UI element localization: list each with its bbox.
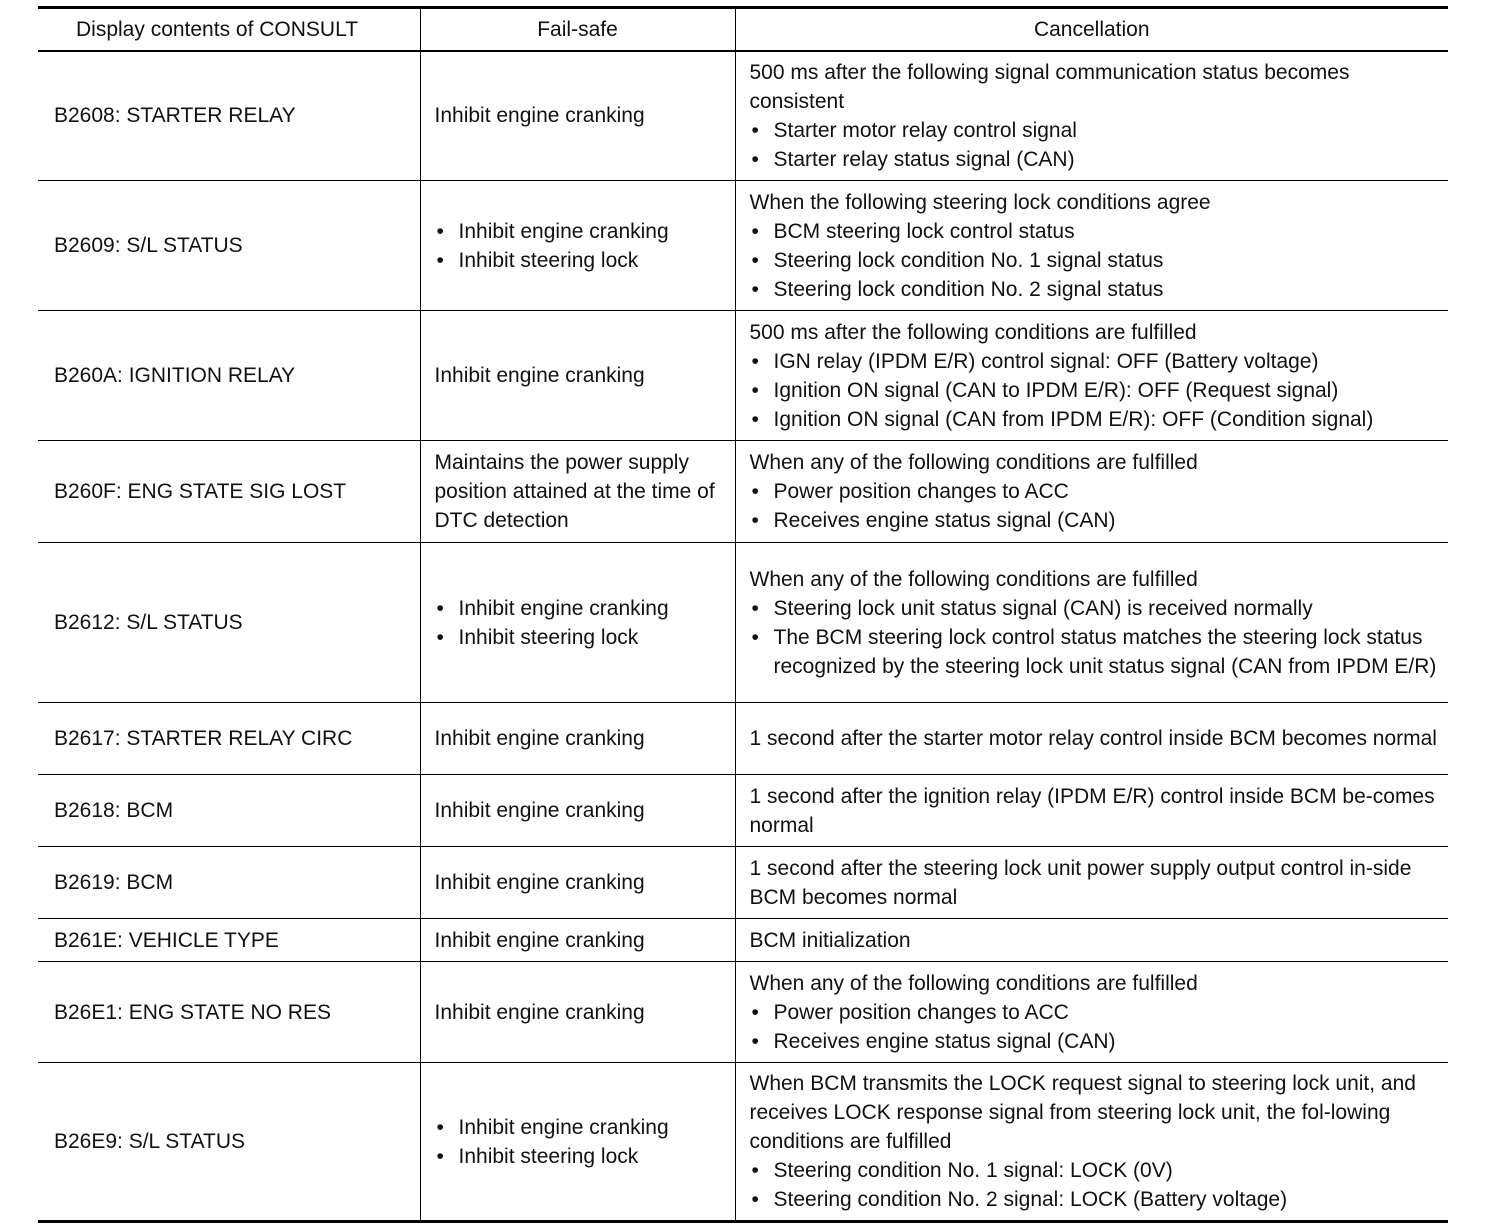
table-row (38, 919, 1448, 962)
cancellation-cell (735, 1063, 1448, 1222)
failsafe-table (38, 6, 1448, 1223)
table-row (38, 543, 1448, 703)
failsafe-list-item: • Inhibit engine cranking (435, 217, 727, 246)
table-row (38, 847, 1448, 919)
failsafe-list-item: • Inhibit engine cranking (435, 1113, 727, 1142)
failsafe-cell (420, 51, 735, 181)
header-display-contents: Display contents of CONSULT (38, 8, 420, 51)
cancellation-list (750, 217, 1441, 304)
cancellation-list-item: • BCM steering lock control status (750, 217, 1441, 246)
cancellation-list-item: • Starter relay status signal (CAN) (750, 145, 1441, 174)
cancellation-cell (735, 311, 1448, 441)
failsafe-list-item: • Inhibit steering lock (435, 246, 727, 275)
cancellation-cell (735, 703, 1448, 775)
cancellation-cell (735, 51, 1448, 181)
failsafe-cell (420, 441, 735, 543)
failsafe-list (435, 594, 727, 652)
cancellation-list-item: • Receives engine status signal (CAN) (750, 1027, 1441, 1056)
cancellation-cell (735, 543, 1448, 703)
header-fail-safe: Fail-safe (420, 8, 735, 51)
cancellation-text: When any of the following conditions are fulfilled (749, 567, 1198, 591)
header-cancellation: Cancellation (735, 8, 1448, 51)
cancellation-list-item: • Ignition ON signal (CAN from IPDM E/R): OFF (Condition signal) (750, 405, 1441, 434)
cancellation-list (750, 116, 1441, 174)
table-row (38, 1063, 1448, 1222)
dtc-cell: B260F: ENG STATE SIG LOST (38, 441, 420, 543)
failsafe-list-item: • Inhibit engine cranking (435, 594, 727, 623)
failsafe-text: Inhibit engine cranking (434, 727, 645, 750)
dtc-cell: B26E1: ENG STATE NO RES (38, 962, 420, 1063)
cancellation-list-item: • Steering condition No. 1 signal: LOCK (0V) (750, 1156, 1441, 1185)
dtc-cell: B2617: STARTER RELAY CIRC (38, 703, 420, 775)
dtc-cell: B2619: BCM (38, 847, 420, 919)
cancellation-cell (735, 962, 1448, 1063)
dtc-cell: B2609: S/L STATUS (38, 181, 420, 311)
failsafe-cell (420, 181, 735, 311)
cancellation-text: 1 second after the ignition relay (IPDM E/R) control inside BCM be-comes normal (749, 784, 1435, 837)
cancellation-text: When any of the following conditions are fulfilled (749, 971, 1198, 995)
table-row (38, 51, 1448, 181)
cancellation-list-item: • Steering lock unit status signal (CAN) is received normally (750, 594, 1441, 623)
table-row (38, 962, 1448, 1063)
cancellation-list-item: • The BCM steering lock control status matches the steering lock status recognized by the steering lock unit status signal (CAN from IPDM E/R) (750, 623, 1441, 681)
failsafe-text: Inhibit engine cranking (434, 1000, 645, 1024)
cancellation-list (750, 347, 1441, 434)
table-row (38, 775, 1448, 847)
cancellation-list-item: • Ignition ON signal (CAN to IPDM E/R): OFF (Request signal) (750, 376, 1441, 405)
cancellation-list-item: • Steering lock condition No. 2 signal status (750, 275, 1441, 304)
cancellation-text: 500 ms after the following signal communication status becomes consistent (749, 60, 1350, 113)
cancellation-text: 1 second after the steering lock unit power supply output control in-side BCM becomes normal (749, 856, 1412, 909)
cancellation-list-item: • Starter motor relay control signal (750, 116, 1441, 145)
failsafe-cell (420, 775, 735, 847)
cancellation-list (750, 1156, 1441, 1214)
dtc-cell: B2608: STARTER RELAY (38, 51, 420, 181)
dtc-cell: B26E9: S/L STATUS (38, 1063, 420, 1222)
cancellation-list-item: • Steering condition No. 2 signal: LOCK (Battery voltage) (750, 1185, 1441, 1214)
failsafe-list (435, 217, 727, 275)
failsafe-text: Maintains the power supply position attained at the time of DTC detection (434, 451, 715, 532)
table-row (38, 441, 1448, 543)
table-row (38, 181, 1448, 311)
cancellation-text: 500 ms after the following conditions are fulfilled (749, 320, 1197, 344)
failsafe-list (435, 1113, 727, 1171)
dtc-cell: B2618: BCM (38, 775, 420, 847)
table-row (38, 703, 1448, 775)
cancellation-cell (735, 181, 1448, 311)
failsafe-text: Inhibit engine cranking (434, 364, 645, 387)
cancellation-list-item: • IGN relay (IPDM E/R) control signal: OFF (Battery voltage) (750, 347, 1441, 376)
dtc-cell: B260A: IGNITION RELAY (38, 311, 420, 441)
failsafe-text: Inhibit engine cranking (434, 799, 645, 822)
cancellation-list-item: • Receives engine status signal (CAN) (750, 506, 1441, 535)
failsafe-cell (420, 919, 735, 962)
cancellation-cell (735, 441, 1448, 543)
cancellation-list-item: • Power position changes to ACC (750, 998, 1441, 1027)
cancellation-text: BCM initialization (749, 928, 911, 952)
dtc-cell: B261E: VEHICLE TYPE (38, 919, 420, 962)
failsafe-cell (420, 1063, 735, 1222)
cancellation-text: When BCM transmits the LOCK request signal to steering lock unit, and receives LOCK response signal from steering lock unit, the fol-lowing conditions are fulfilled (749, 1072, 1416, 1153)
cancellation-text: 1 second after the starter motor relay control inside BCM becomes normal (749, 727, 1437, 750)
cancellation-text: When any of the following conditions are fulfilled (749, 451, 1198, 474)
cancellation-cell (735, 847, 1448, 919)
cancellation-cell (735, 775, 1448, 847)
failsafe-text: Inhibit engine cranking (434, 104, 645, 128)
failsafe-cell (420, 962, 735, 1063)
failsafe-cell (420, 703, 735, 775)
cancellation-list-item: • Steering lock condition No. 1 signal status (750, 246, 1441, 275)
failsafe-list-item: • Inhibit steering lock (435, 623, 727, 652)
cancellation-text: When the following steering lock conditions agree (749, 190, 1211, 214)
failsafe-cell (420, 311, 735, 441)
failsafe-cell (420, 543, 735, 703)
cancellation-list-item: • Power position changes to ACC (750, 477, 1441, 506)
cancellation-cell (735, 919, 1448, 962)
cancellation-list (750, 998, 1441, 1056)
failsafe-text: Inhibit engine cranking (434, 928, 645, 952)
failsafe-list-item: • Inhibit steering lock (435, 1142, 727, 1171)
cancellation-list (750, 594, 1441, 681)
header-row (38, 8, 1448, 51)
failsafe-cell (420, 847, 735, 919)
table-row (38, 311, 1448, 441)
dtc-cell: B2612: S/L STATUS (38, 543, 420, 703)
failsafe-text: Inhibit engine cranking (434, 871, 645, 894)
cancellation-list (750, 477, 1441, 535)
